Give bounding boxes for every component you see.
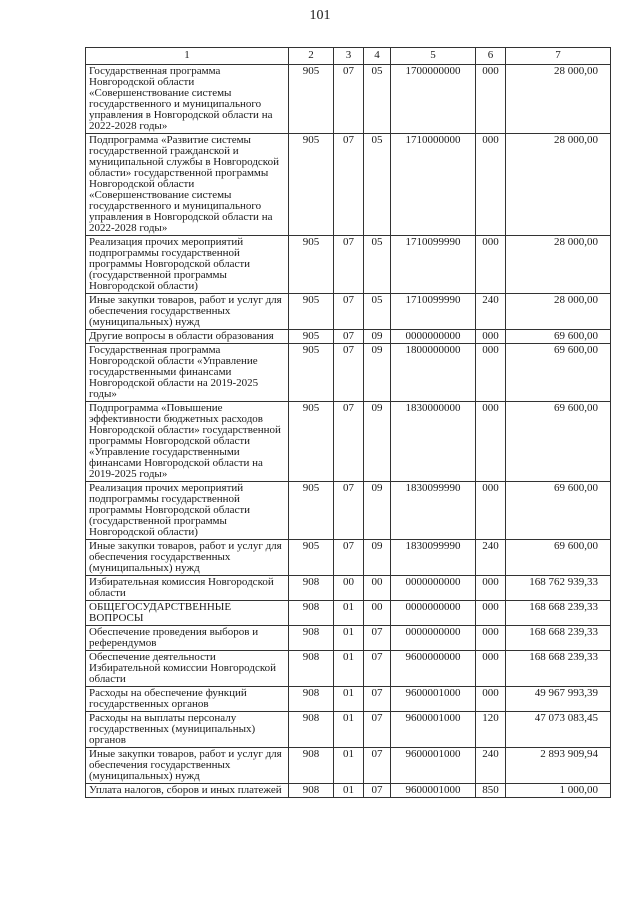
row-subsection: 09 xyxy=(364,344,391,402)
row-expense-type: 000 xyxy=(476,344,506,402)
row-amount: 28 000,00 xyxy=(506,134,611,236)
row-name: Расходы на обеспечение функций государственных органов xyxy=(86,687,289,712)
row-expense-type: 000 xyxy=(476,651,506,687)
row-name: Другие вопросы в области образования xyxy=(86,330,289,344)
row-target-article: 0000000000 xyxy=(391,576,476,601)
row-name: ОБЩЕГОСУДАРСТВЕННЫЕ ВОПРОСЫ xyxy=(86,601,289,626)
table-row xyxy=(86,784,611,798)
row-expense-type: 000 xyxy=(476,236,506,294)
row-subsection: 07 xyxy=(364,687,391,712)
row-amount: 69 600,00 xyxy=(506,402,611,482)
row-amount: 28 000,00 xyxy=(506,65,611,134)
row-name: Обеспечение проведения выборов и референдумов xyxy=(86,626,289,651)
row-target-article: 1830000000 xyxy=(391,402,476,482)
column-header: 3 xyxy=(334,48,364,65)
row-section: 01 xyxy=(334,748,364,784)
row-admin-code: 908 xyxy=(289,748,334,784)
row-admin-code: 908 xyxy=(289,601,334,626)
row-expense-type: 000 xyxy=(476,134,506,236)
row-name: Государственная программа Новгородской области «Управление государственными финансами Новгородской области на 2019-2025 годы» xyxy=(86,344,289,402)
row-section: 00 xyxy=(334,576,364,601)
row-admin-code: 908 xyxy=(289,651,334,687)
row-section: 01 xyxy=(334,784,364,798)
row-expense-type: 000 xyxy=(476,65,506,134)
row-amount: 47 073 083,45 xyxy=(506,712,611,748)
row-name: Уплата налогов, сборов и иных платежей xyxy=(86,784,289,798)
budget-table xyxy=(85,47,611,798)
row-amount: 69 600,00 xyxy=(506,344,611,402)
row-name: Иные закупки товаров, работ и услуг для обеспечения государственных (муниципальных) нужд xyxy=(86,294,289,330)
row-subsection: 05 xyxy=(364,134,391,236)
table-row xyxy=(86,344,611,402)
row-section: 07 xyxy=(334,402,364,482)
row-target-article: 9600001000 xyxy=(391,712,476,748)
row-amount: 69 600,00 xyxy=(506,482,611,540)
row-amount: 1 000,00 xyxy=(506,784,611,798)
row-expense-type: 000 xyxy=(476,626,506,651)
row-expense-type: 000 xyxy=(476,330,506,344)
row-expense-type: 240 xyxy=(476,294,506,330)
row-target-article: 9600000000 xyxy=(391,651,476,687)
row-section: 01 xyxy=(334,687,364,712)
row-admin-code: 905 xyxy=(289,402,334,482)
row-admin-code: 905 xyxy=(289,65,334,134)
page-number: 101 xyxy=(309,8,331,23)
row-subsection: 00 xyxy=(364,601,391,626)
row-target-article: 1800000000 xyxy=(391,344,476,402)
row-target-article: 1710099990 xyxy=(391,294,476,330)
row-expense-type: 240 xyxy=(476,748,506,784)
table-row xyxy=(86,482,611,540)
row-name: Иные закупки товаров, работ и услуг для обеспечения государственных (муниципальных) нужд xyxy=(86,540,289,576)
row-expense-type: 000 xyxy=(476,402,506,482)
row-subsection: 07 xyxy=(364,784,391,798)
table-row xyxy=(86,712,611,748)
row-admin-code: 905 xyxy=(289,482,334,540)
row-name: Избирательная комиссия Новгородской области xyxy=(86,576,289,601)
row-admin-code: 905 xyxy=(289,236,334,294)
row-section: 07 xyxy=(334,236,364,294)
table-row xyxy=(86,402,611,482)
column-header: 7 xyxy=(506,48,611,65)
row-expense-type: 120 xyxy=(476,712,506,748)
row-expense-type: 000 xyxy=(476,687,506,712)
row-section: 07 xyxy=(334,344,364,402)
table-row xyxy=(86,601,611,626)
row-name: Обеспечение деятельности Избирательной комиссии Новгородской области xyxy=(86,651,289,687)
table-row xyxy=(86,651,611,687)
column-header: 2 xyxy=(289,48,334,65)
row-subsection: 05 xyxy=(364,236,391,294)
row-amount: 28 000,00 xyxy=(506,236,611,294)
row-section: 01 xyxy=(334,601,364,626)
table-row xyxy=(86,540,611,576)
row-subsection: 09 xyxy=(364,482,391,540)
row-target-article: 1700000000 xyxy=(391,65,476,134)
row-target-article: 0000000000 xyxy=(391,601,476,626)
row-admin-code: 908 xyxy=(289,784,334,798)
table-row xyxy=(86,65,611,134)
row-name: Расходы на выплаты персоналу государственных (муниципальных) органов xyxy=(86,712,289,748)
row-amount: 168 668 239,33 xyxy=(506,651,611,687)
row-amount: 168 762 939,33 xyxy=(506,576,611,601)
header-row xyxy=(86,48,611,65)
row-name: Иные закупки товаров, работ и услуг для обеспечения государственных (муниципальных) нужд xyxy=(86,748,289,784)
row-section: 07 xyxy=(334,540,364,576)
table-row xyxy=(86,134,611,236)
row-section: 07 xyxy=(334,482,364,540)
row-subsection: 07 xyxy=(364,651,391,687)
row-amount: 28 000,00 xyxy=(506,294,611,330)
table-row xyxy=(86,236,611,294)
row-amount: 69 600,00 xyxy=(506,540,611,576)
column-header: 4 xyxy=(364,48,391,65)
row-subsection: 09 xyxy=(364,402,391,482)
row-subsection: 07 xyxy=(364,712,391,748)
row-target-article: 1710099990 xyxy=(391,236,476,294)
table-header xyxy=(86,48,611,65)
row-subsection: 05 xyxy=(364,65,391,134)
row-admin-code: 908 xyxy=(289,712,334,748)
table-row xyxy=(86,748,611,784)
row-expense-type: 000 xyxy=(476,601,506,626)
row-section: 01 xyxy=(334,712,364,748)
row-name: Реализация прочих мероприятий подпрограммы государственной программы Новгородской области (государственной программы Новгородской области) xyxy=(86,482,289,540)
row-section: 01 xyxy=(334,651,364,687)
row-name: Государственная программа Новгородской области «Совершенствование системы государственного и муниципального управления в Новгородской области на 2022-2028 годы» xyxy=(86,65,289,134)
row-expense-type: 000 xyxy=(476,576,506,601)
row-target-article: 9600001000 xyxy=(391,784,476,798)
row-section: 01 xyxy=(334,626,364,651)
row-admin-code: 905 xyxy=(289,134,334,236)
row-target-article: 9600001000 xyxy=(391,687,476,712)
row-admin-code: 908 xyxy=(289,576,334,601)
row-amount: 2 893 909,94 xyxy=(506,748,611,784)
row-target-article: 0000000000 xyxy=(391,626,476,651)
table-row xyxy=(86,687,611,712)
table-body xyxy=(86,65,611,798)
row-name: Подпрограмма «Развитие системы государственной гражданской и муниципальной службы в Новгородской области» государственной программы Новгородской области «Совершенствование системы государственного и муниципального управления в Новгородской области на 2022-2028 годы» xyxy=(86,134,289,236)
row-target-article: 0000000000 xyxy=(391,330,476,344)
row-name: Реализация прочих мероприятий подпрограммы государственной программы Новгородской области (государственной программы Новгородской области) xyxy=(86,236,289,294)
column-header: 1 xyxy=(86,48,289,65)
row-expense-type: 240 xyxy=(476,540,506,576)
table-row xyxy=(86,294,611,330)
row-expense-type: 000 xyxy=(476,482,506,540)
row-admin-code: 905 xyxy=(289,540,334,576)
row-admin-code: 905 xyxy=(289,330,334,344)
row-section: 07 xyxy=(334,65,364,134)
row-target-article: 1830099990 xyxy=(391,482,476,540)
row-subsection: 09 xyxy=(364,330,391,344)
row-section: 07 xyxy=(334,294,364,330)
row-subsection: 05 xyxy=(364,294,391,330)
row-name: Подпрограмма «Повышение эффективности бюджетных расходов Новгородской области» государственной программы Новгородской области «Управление государственными финансами Новгородской области на 2019-2025 годы» xyxy=(86,402,289,482)
column-header: 6 xyxy=(476,48,506,65)
row-subsection: 07 xyxy=(364,748,391,784)
row-admin-code: 905 xyxy=(289,344,334,402)
row-amount: 168 668 239,33 xyxy=(506,626,611,651)
table-row xyxy=(86,576,611,601)
row-section: 07 xyxy=(334,134,364,236)
row-subsection: 07 xyxy=(364,626,391,651)
column-header: 5 xyxy=(391,48,476,65)
row-admin-code: 908 xyxy=(289,626,334,651)
row-subsection: 00 xyxy=(364,576,391,601)
row-subsection: 09 xyxy=(364,540,391,576)
row-amount: 168 668 239,33 xyxy=(506,601,611,626)
row-admin-code: 908 xyxy=(289,687,334,712)
table-row xyxy=(86,330,611,344)
row-expense-type: 850 xyxy=(476,784,506,798)
row-admin-code: 905 xyxy=(289,294,334,330)
row-section: 07 xyxy=(334,330,364,344)
row-target-article: 1710000000 xyxy=(391,134,476,236)
row-amount: 69 600,00 xyxy=(506,330,611,344)
row-target-article: 1830099990 xyxy=(391,540,476,576)
row-target-article: 9600001000 xyxy=(391,748,476,784)
row-amount: 49 967 993,39 xyxy=(506,687,611,712)
table-row xyxy=(86,626,611,651)
